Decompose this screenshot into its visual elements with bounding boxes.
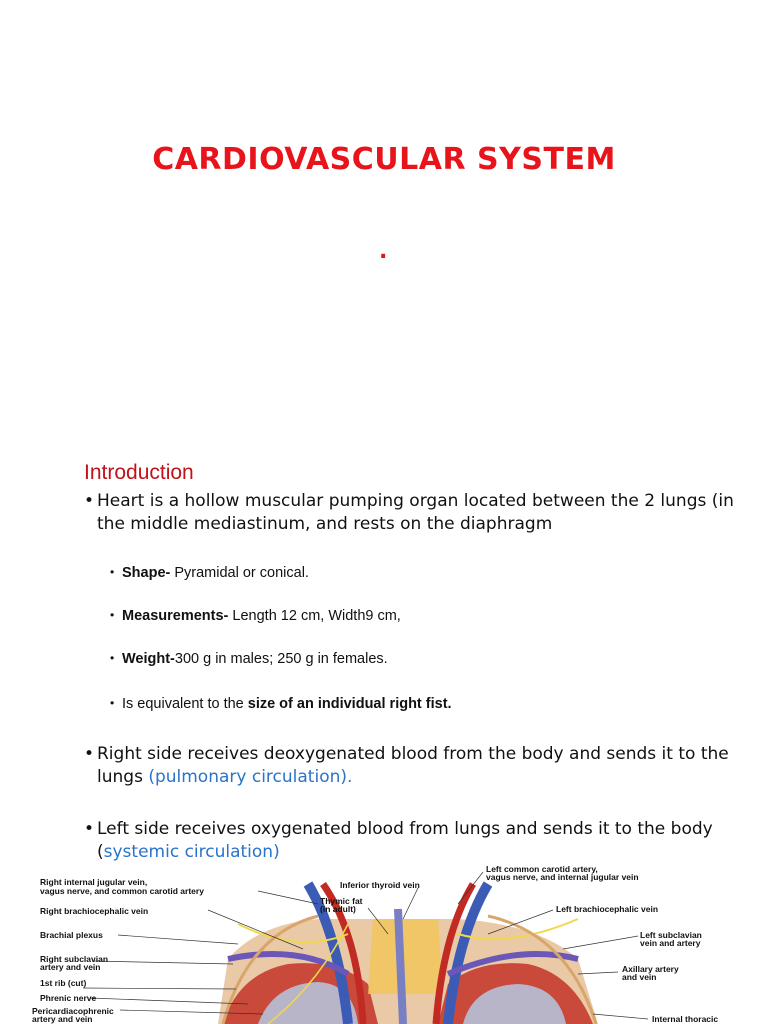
fist-prefix: Is equivalent to the	[122, 696, 248, 712]
section-heading: Introduction	[84, 461, 194, 484]
bullet-dot: •	[110, 696, 115, 710]
label-right-subclavian-2: artery and vein	[40, 962, 101, 972]
bullet-dot: •	[84, 744, 95, 764]
label-left-subclavian: Left subclavian	[640, 930, 702, 940]
bullet-dot: •	[110, 651, 115, 665]
label-left-common-carotid: Left common carotid artery,	[486, 864, 598, 874]
slide-title: CARDIOVASCULAR SYSTEM	[152, 142, 616, 177]
bullet-dot: •	[110, 565, 115, 579]
sub-bullet-shape	[110, 565, 309, 581]
label-vagus-carotid: vagus nerve, and common carotid artery	[40, 886, 204, 896]
sub-bullet-measurements	[110, 608, 401, 624]
label-internal-thoracic: Internal thoracic	[652, 1014, 719, 1024]
measurements-value: Length 12 cm, Width9 cm,	[228, 608, 401, 624]
bullet-heart	[84, 490, 734, 536]
label-pericardiacophrenic-2: artery and vein	[32, 1014, 93, 1024]
label-right-subclavian: Right subclavian	[40, 954, 109, 964]
right-main: Right side receives deoxygenated blood from the body and sends it to the lungs	[97, 744, 729, 787]
label-right-internal-jugular: Right internal jugular vein,	[40, 877, 148, 887]
measurements-label: Measurements-	[122, 608, 229, 624]
label-phrenic-nerve: Phrenic nerve	[40, 993, 97, 1003]
shape-label: Shape-	[122, 565, 171, 581]
anatomy-illustration	[18, 864, 752, 1024]
label-left-brachiocephalic: Left brachiocephalic vein	[556, 904, 659, 914]
label-axillary-2: and vein	[622, 972, 657, 982]
bullet-right-side	[84, 743, 734, 789]
weight-label: Weight-	[122, 651, 175, 667]
label-axillary: Axillary artery	[622, 964, 679, 974]
bullet-dot: •	[110, 608, 115, 622]
label-thymic-fat: Thymic fat	[320, 896, 363, 906]
systemic-circulation: systemic circulation)	[103, 842, 280, 862]
label-left-subclavian-2: vein and artery	[640, 938, 701, 948]
label-inferior-thyroid: Inferior thyroid vein	[340, 880, 420, 890]
pulmonary-circulation: (pulmonary circulation).	[148, 767, 353, 787]
sub-bullet-fist	[110, 696, 452, 712]
title-dot: .	[379, 239, 388, 264]
label-right-brachiocephalic: Right brachiocephalic vein	[40, 906, 149, 916]
shape-value: Pyramidal or conical.	[170, 565, 309, 581]
label-first-rib: 1st rib (cut)	[40, 978, 87, 988]
bullet-right-text	[84, 743, 734, 789]
label-thymic-fat-2: (in adult)	[320, 904, 356, 914]
bullet-dot: •	[84, 491, 95, 511]
label-brachial-plexus: Brachial plexus	[40, 930, 103, 940]
bullet-left-side	[84, 818, 734, 864]
sub-bullet-weight	[110, 651, 388, 667]
label-left-common-carotid-2: vagus nerve, and internal jugular vein	[486, 872, 639, 882]
bullet-heart-text: Heart is a hollow muscular pumping organ located between the 2 lungs (in the middle mediastinum, and rests on the diaphragm	[97, 491, 734, 534]
label-pericardiacophrenic: Pericardiacophrenic	[32, 1006, 114, 1016]
bullet-dot: •	[84, 819, 95, 839]
anatomy-figure	[18, 864, 752, 1024]
fist-bold: size of an individual right fist.	[247, 696, 452, 712]
weight-value: 300 g in males; 250 g in females.	[174, 651, 388, 667]
bullet-left-text	[84, 818, 734, 864]
left-main: Left side receives oxygenated blood from lungs and sends it to the body (	[97, 819, 713, 862]
